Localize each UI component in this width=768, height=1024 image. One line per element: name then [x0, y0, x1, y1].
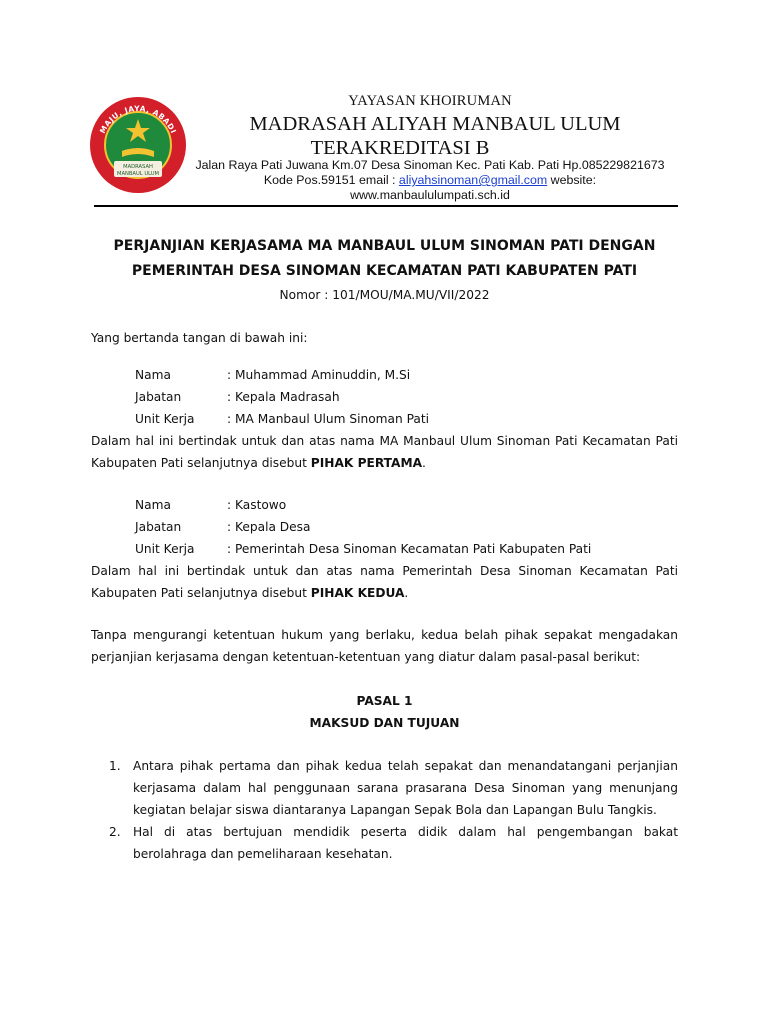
postal-code-text: Kode Pos.59151 email :	[263, 173, 399, 187]
party-statement-text: Dalam hal ini bertindak untuk dan atas nama MA Manbaul Ulum Sinoman Pati Kecamatan Pati Kabupaten Pati selanjutnya disebut	[91, 434, 678, 470]
school-emblem-icon	[88, 95, 188, 195]
website-text: www.manbaululumpati.sch.id	[350, 188, 510, 202]
party-row	[135, 538, 678, 560]
preamble-text: Tanpa mengurangi ketentuan hukum yang berlaku, kedua belah pihak sepakat mengadakan perjanjian kerjasama dengan ketentuan-ketentuan yang diatur dalam pasal-pasal berikut:	[91, 628, 678, 664]
list-item	[91, 755, 678, 821]
document-title	[91, 234, 678, 306]
address-line-1: Jalan Raya Pati Juwana Km.07 Desa Sinoman Kec. Pati Kab. Pati Hp.085229821673	[195, 158, 665, 172]
party-row	[135, 408, 678, 430]
party-statement	[91, 430, 678, 474]
party-row-value: : Kepala Madrasah	[227, 390, 340, 404]
title-line-1: PERJANJIAN KERJASAMA MA MANBAUL ULUM SINOMAN PATI DENGAN	[113, 238, 656, 254]
party-row-key: Nama	[135, 498, 171, 512]
intro-text: Yang bertanda tangan di bawah ini:	[91, 331, 308, 345]
pasal-heading	[91, 690, 678, 734]
list-item-text: Hal di atas bertujuan mendidik peserta didik dalam hal pengembangan bakat berolahraga dan pemeliharaan kesehatan.	[133, 825, 678, 861]
party-row-key: Jabatan	[135, 390, 182, 404]
party-row-value: : Kepala Desa	[227, 520, 311, 534]
party-row-key: Nama	[135, 368, 171, 382]
logo-ring-text: MAJU, JAYA, ABADI	[97, 103, 179, 135]
party-row	[135, 516, 678, 538]
list-item	[91, 821, 678, 865]
pasal-list	[91, 755, 678, 865]
party-statement-text: Dalam hal ini bertindak untuk dan atas nama Pemerintah Desa Sinoman Kecamatan Pati Kabupaten Pati selanjutnya disebut	[91, 564, 678, 600]
party-row-value: : Pemerintah Desa Sinoman Kecamatan Pati Kabupaten Pati	[227, 542, 592, 556]
party-two	[91, 494, 678, 604]
party-row-key: Unit Kerja	[135, 412, 195, 426]
party-row-value: : MA Manbaul Ulum Sinoman Pati	[227, 412, 430, 426]
school-name: MADRASAH ALIYAH MANBAUL ULUM	[249, 113, 621, 135]
address-line-2	[190, 173, 670, 188]
email-link[interactable]: aliyahsinoman@gmail.com	[398, 173, 548, 187]
logo-banner-line1: MADRASAH	[123, 164, 153, 170]
party-row-key: Unit Kerja	[135, 542, 195, 556]
party-label: PIHAK PERTAMA	[310, 456, 423, 470]
pasal-number: PASAL 1	[356, 694, 413, 708]
letterhead-rule	[94, 205, 678, 207]
pasal-subheading: MAKSUD DAN TUJUAN	[309, 716, 460, 730]
party-label: PIHAK KEDUA	[310, 586, 405, 600]
party-row	[135, 494, 678, 516]
party-row-value: : Muhammad Aminuddin, M.Si	[227, 368, 411, 382]
school-address	[190, 158, 670, 203]
list-item-number: 2.	[109, 825, 121, 839]
document-number: Nomor : 101/MOU/MA.MU/VII/2022	[279, 288, 490, 302]
accreditation: TERAKREDITASI B	[310, 137, 490, 159]
logo-banner-line2: MANBAUL ULUM	[116, 171, 160, 177]
party-one	[91, 364, 678, 474]
list-item-number: 1.	[109, 759, 121, 773]
statement-end: .	[404, 586, 409, 600]
party-row	[135, 364, 678, 386]
list-item-text: Antara pihak pertama dan pihak kedua telah sepakat dan menandatangani perjanjian kerjasama dalam hal penggunaan sarana prasarana Desa Sinoman yang menunjang kegiatan belajar siswa diantaranya Lapangan Sepak Bola dan Lapangan Bulu Tangkis.	[133, 759, 678, 817]
statement-end: .	[422, 456, 426, 470]
title-line-2: PEMERINTAH DESA SINOMAN KECAMATAN PATI KABUPATEN PATI	[131, 263, 638, 279]
party-row-key: Jabatan	[135, 520, 182, 534]
party-statement	[91, 560, 678, 604]
party-row-value: : Kastowo	[227, 498, 287, 512]
party-row	[135, 386, 678, 408]
website-label: website:	[547, 173, 597, 187]
yayasan-name: YAYASAN KHOIRUMAN	[348, 93, 512, 109]
